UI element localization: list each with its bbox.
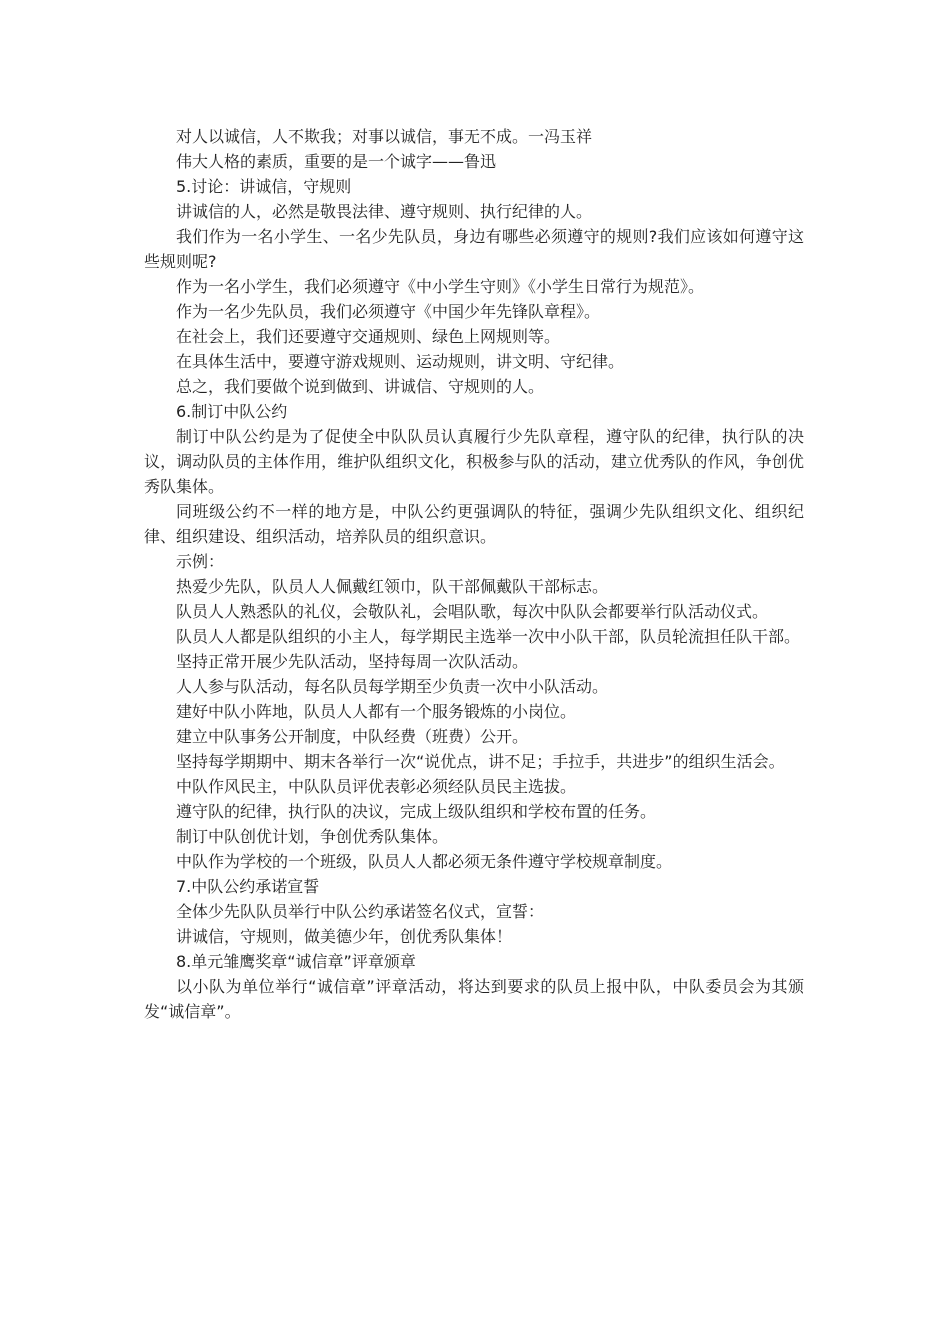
example-item: 建立中队事务公开制度，中队经费（班费）公开。	[176, 727, 529, 746]
quote-feng-yuxiang: 对人以诚信，人不欺我；对事以诚信，事无不成。一冯玉祥	[176, 127, 593, 146]
example-item: 队员人人熟悉队的礼仪，会敬队礼，会唱队歌，每次中队队会都要举行队活动仪式。	[176, 602, 769, 621]
quote-lu-xun: 伟大人格的素质，重要的是一个诚字——鲁迅	[176, 152, 497, 171]
section-heading-7: 7.中队公约承诺宣誓	[176, 877, 320, 896]
section-heading-5: 5.讨论：讲诚信，守规则	[176, 177, 352, 196]
example-item: 遵守队的纪律，执行队的决议，完成上级队组织和学校布置的任务。	[176, 802, 657, 821]
paragraph: 作为一名小学生，我们必须遵守《中小学生守则》《小学生日常行为规范》。	[176, 277, 705, 296]
example-item: 坚持每学期期中、期末各举行一次“说优点，讲不足；手拉手，共进步”的组织生活会。	[176, 752, 785, 771]
paragraph: 在社会上，我们还要遵守交通规则、绿色上网规则等。	[176, 327, 561, 346]
paragraph: 在具体生活中，要遵守游戏规则、运动规则，讲文明、守纪律。	[176, 352, 625, 371]
section-heading-8: 8.单元雏鹰奖章“诚信章”评章颁章	[176, 952, 416, 971]
paragraph: 我们作为一名小学生、一名少先队员，身边有哪些必须遵守的规则?我们应该如何遵守这些规则呢?	[144, 227, 804, 271]
oath-text: 讲诚信，守规则，做美德少年，创优秀队集体！	[176, 927, 513, 946]
paragraph: 全体少先队队员举行中队公约承诺签名仪式，宣誓：	[176, 902, 545, 921]
document-body	[144, 124, 804, 1024]
paragraph: 制订中队公约是为了促使全中队队员认真履行少先队章程，遵守队的纪律，执行队的决议，调动队员的主体作用，维护队组织文化，积极参与队的活动，建立优秀队的作风，争创优秀队集体。	[144, 427, 804, 496]
example-item: 人人参与队活动，每名队员每学期至少负责一次中小队活动。	[176, 677, 609, 696]
section-heading-6: 6.制订中队公约	[176, 402, 288, 421]
paragraph: 作为一名少先队员，我们必须遵守《中国少年先锋队章程》。	[176, 302, 601, 321]
example-item: 建好中队小阵地，队员人人都有一个服务锻炼的小岗位。	[176, 702, 577, 721]
paragraph: 同班级公约不一样的地方是，中队公约更强调队的特征，强调少先队组织文化、组织纪律、组织建设、组织活动，培养队员的组织意识。	[144, 502, 804, 546]
example-item: 队员人人都是队组织的小主人，每学期民主选举一次中小队干部，队员轮流担任队干部。	[176, 627, 801, 646]
example-item: 制订中队创优计划，争创优秀队集体。	[176, 827, 449, 846]
example-item: 中队作为学校的一个班级，队员人人都必须无条件遵守学校规章制度。	[176, 852, 673, 871]
example-item: 热爱少先队，队员人人佩戴红领巾，队干部佩戴队干部标志。	[176, 577, 609, 596]
paragraph: 讲诚信的人，必然是敬畏法律、遵守规则、执行纪律的人。	[176, 202, 593, 221]
example-item: 坚持正常开展少先队活动，坚持每周一次队活动。	[176, 652, 529, 671]
example-item: 中队作风民主，中队队员评优表彰必须经队员民主选拔。	[176, 777, 577, 796]
paragraph: 以小队为单位举行“诚信章”评章活动，将达到要求的队员上报中队，中队委员会为其颁发“诚信章”。	[144, 977, 804, 1021]
example-label: 示例：	[176, 552, 225, 571]
paragraph: 总之，我们要做个说到做到、讲诚信、守规则的人。	[176, 377, 545, 396]
